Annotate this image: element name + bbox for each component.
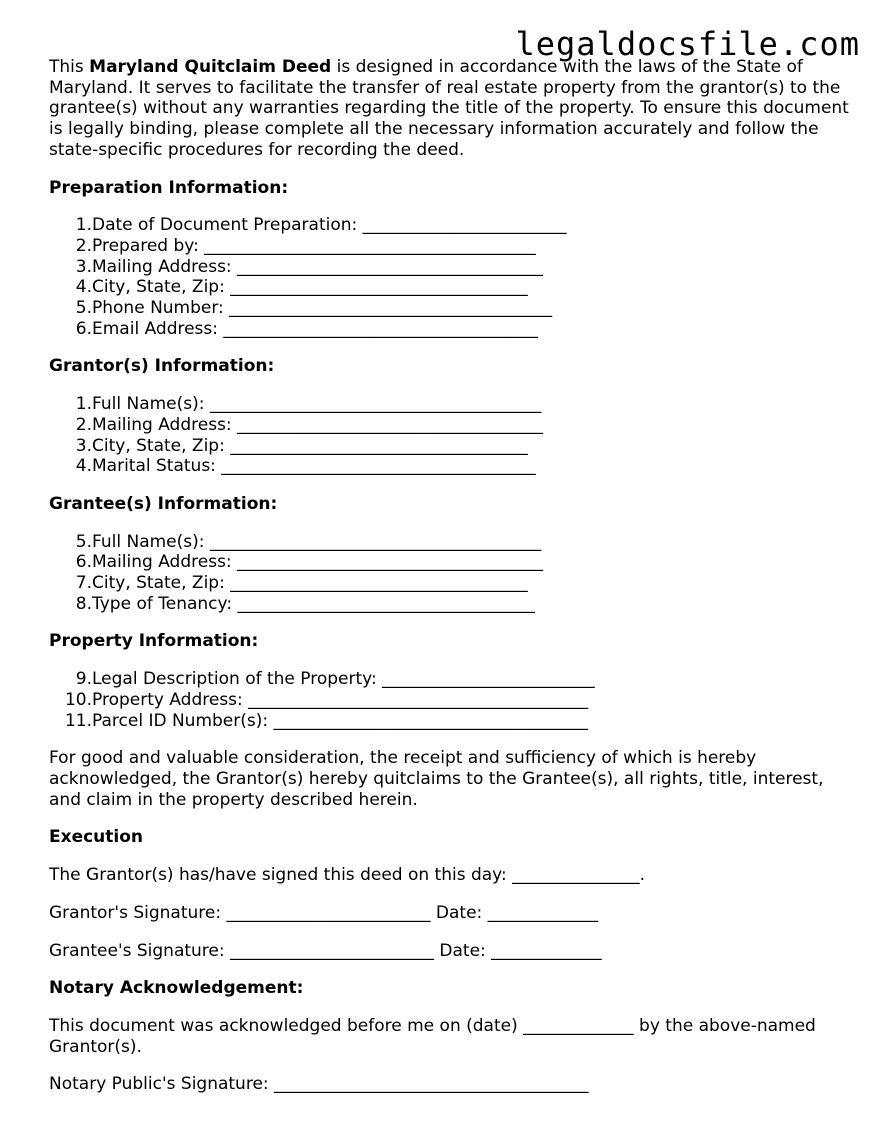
item-number: 7.	[75, 573, 92, 594]
item-number: 4.	[75, 277, 92, 298]
item-number: 5.	[75, 298, 92, 319]
item-number: 3.	[75, 256, 92, 277]
list-item	[49, 319, 849, 340]
list-item	[49, 552, 849, 573]
preparation-heading: Preparation Information:	[49, 177, 289, 198]
list-item	[49, 298, 849, 319]
intro-lead: This	[49, 57, 90, 77]
item-number: 8.	[75, 593, 92, 614]
item-text: Full Name(s): _______________________________________	[92, 531, 542, 552]
watermark-text: legaldocsfile.com	[515, 25, 860, 63]
list-item	[49, 277, 849, 298]
list-item	[49, 415, 849, 436]
item-number: 1.	[75, 215, 92, 236]
item-text: Mailing Address: ____________________________________	[92, 256, 544, 277]
item-number: 3.	[75, 435, 92, 456]
list-item	[49, 669, 849, 690]
list-item	[49, 257, 849, 278]
item-number: 2.	[75, 414, 92, 435]
item-text: Mailing Address: ____________________________________	[92, 552, 544, 573]
item-text: Type of Tenancy: ___________________________________	[92, 593, 535, 614]
item-text: Email Address: _____________________________________	[92, 318, 538, 339]
item-text: Marital Status: _____________________________________	[92, 456, 536, 477]
document-body	[49, 57, 849, 1095]
list-item	[49, 436, 849, 457]
notary-acknowledgement-text: This document was acknowledged before me on (date) _____________ by the above-named Grantor(s).	[49, 1015, 816, 1057]
list-item	[49, 236, 849, 257]
item-number: 10.	[64, 689, 92, 710]
item-text: City, State, Zip: ___________________________________	[92, 277, 528, 298]
item-number: 6.	[75, 552, 92, 573]
intro-bold-title: Maryland Quitclaim Deed	[89, 57, 332, 77]
notary-signature-line: Notary Public's Signature: _____________________________________	[49, 1074, 589, 1095]
property-heading: Property Information:	[49, 631, 259, 652]
grantee-heading: Grantee(s) Information:	[49, 493, 278, 514]
grantee-signature-line: Grantee's Signature: ________________________ Date: _____________	[49, 940, 602, 961]
consideration-paragraph: For good and valuable consideration, the receipt and sufficiency of which is hereby acknowledged, the Grantor(s) hereby quitclaims to the Grantee(s), all rights, title, interest, and claim in the property described herein.	[49, 748, 824, 810]
item-number: 9.	[75, 669, 92, 690]
item-text: Phone Number: ______________________________________	[92, 298, 553, 319]
list-item	[49, 690, 849, 711]
property-list	[49, 669, 849, 731]
item-number: 2.	[75, 235, 92, 256]
item-number: 6.	[75, 318, 92, 339]
notary-heading: Notary Acknowledgement:	[49, 978, 304, 999]
item-number: 1.	[75, 394, 92, 415]
item-text: Property Address: ________________________________________	[92, 689, 589, 710]
list-item	[49, 532, 849, 553]
list-item	[49, 573, 849, 594]
item-number: 5.	[75, 531, 92, 552]
item-text: Full Name(s): _______________________________________	[92, 394, 542, 415]
item-text: Legal Description of the Property: _________________________	[92, 669, 595, 690]
intro-paragraph	[49, 57, 849, 161]
item-text: Prepared by: _______________________________________	[92, 235, 536, 256]
item-number: 11.	[64, 710, 92, 731]
execution-heading: Execution	[49, 827, 144, 848]
list-item	[49, 215, 849, 236]
item-text: Mailing Address: ____________________________________	[92, 414, 544, 435]
list-item	[49, 711, 849, 732]
signed-day-line: The Grantor(s) has/have signed this deed on this day: _______________.	[49, 865, 646, 886]
preparation-list	[49, 215, 849, 339]
grantor-list	[49, 394, 849, 477]
list-item	[49, 594, 849, 615]
list-item	[49, 456, 849, 477]
grantor-signature-line: Grantor's Signature: ________________________ Date: _____________	[49, 902, 599, 923]
item-number: 4.	[75, 456, 92, 477]
item-text: City, State, Zip: ___________________________________	[92, 573, 528, 594]
grantee-list	[49, 532, 849, 615]
grantor-heading: Grantor(s) Information:	[49, 356, 275, 377]
list-item	[49, 394, 849, 415]
intro-rest: is designed in accordance with the laws of the State of Maryland. It serves to facilitate the transfer of real estate property from the grantor(s) to the grantee(s) without any warranties regarding the title of the property. To ensure this document is legally binding, please complete all the necessary information accurately and follow the state-specific procedures for recording the deed.	[49, 57, 849, 160]
item-text: Date of Document Preparation: ________________________	[92, 215, 567, 236]
item-text: City, State, Zip: ___________________________________	[92, 435, 528, 456]
item-text: Parcel ID Number(s): _____________________________________	[92, 710, 589, 731]
